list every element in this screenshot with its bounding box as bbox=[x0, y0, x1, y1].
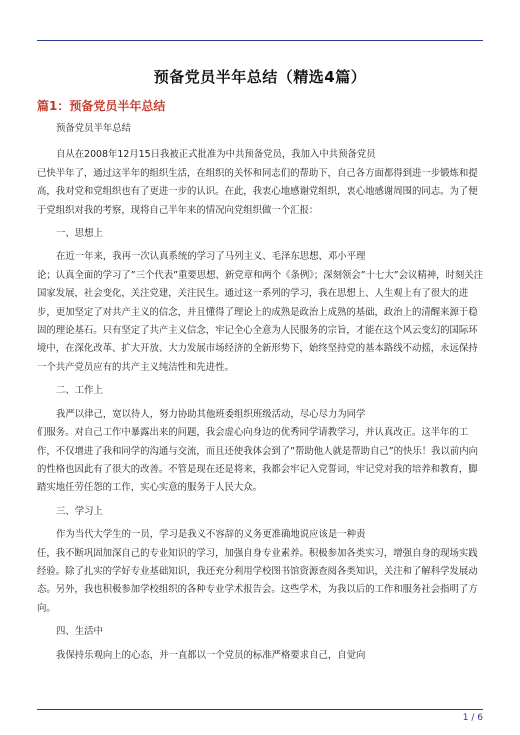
footer-rule bbox=[37, 709, 483, 710]
intro-first-line: 自从在2008年12月15日我被正式批准为中共预备党员，我加入中共预备党员 bbox=[56, 149, 376, 161]
life-first-line: 我保持乐观向上的心态，并一直都以一个党员的标准严格要求自己，自觉向 bbox=[56, 649, 366, 661]
section-heading-thought: 一、思想上 bbox=[56, 228, 103, 240]
thought-first-line: 在近一年来，我再一次认真系统的学习了马列主义、毛泽东思想、邓小平理 bbox=[56, 251, 366, 263]
section-heading-life: 四、生活中 bbox=[56, 626, 103, 638]
page-number: 1 / 6 bbox=[462, 713, 483, 723]
article-subtitle: 预备党员半年总结 bbox=[56, 123, 132, 134]
header-rule bbox=[37, 40, 483, 41]
study-first-line: 作为当代大学生的一员，学习是我义不容辞的义务更准确地说应该是一种责 bbox=[56, 529, 366, 541]
article-body bbox=[37, 120, 483, 665]
section-heading-study: 三、学习上 bbox=[56, 505, 103, 517]
work-paragraph: 们服务。对自己工作中暴露出来的问题，我会虚心向身边的优秀同学请教学习，并认真改正。这半年的工作，不仅增进了我和同学的沟通与交流，而且还使我体会到了”帮助他人就是帮助自己”的快乐！我以前内向的性格也因此有了很大的改善。不管是现在还是将来，我都会牢记入党誓词，牢记党对我的培养和教育，脚踏实地任劳任怨的工作，实心实意的服务于人民大众。 bbox=[37, 427, 478, 494]
document-title: 预备党员半年总结（精选4篇） bbox=[153, 68, 367, 86]
article-heading: 篇1：预备党员半年总结 bbox=[37, 99, 166, 113]
intro-paragraph: 已快半年了，通过这半年的组织生活，在组织的关怀和同志们的帮助下，自己各方面都得到进一步锻炼和提高，我对党和党组织也有了更进一步的认识。在此，我衷心地感谢党组织，衷心地感谢周围的同志。为了便于党组织对我的考察，现将自己半年来的情况向党组织做一个汇报： bbox=[37, 167, 478, 216]
thought-paragraph: 论；认真全面的学习了”三个代表”重要思想、新党章和两个《条例》；深刻领会”十七大”会议精神，时刻关注国家发展，社会变化，关注党建，关注民生。通过这一系列的学习，我在思想上、人生观上有了很大的进步，更加坚定了对共产主义的信念，并且懂得了理论上的成熟是政治上成熟的基础，政治上的清醒来源于稳固的理论基石。只有坚定了共产主义信念，牢记全心全意为人民服务的宗旨，才能在这个风云变幻的国际环境中，在深化改革、扩大开放、大力发展市场经济的全新形势下，始终坚持党的基本路线不动摇，永远保持一个共产党员应有的共产主义纯洁性和先进性。 bbox=[37, 269, 483, 373]
study-paragraph: 任，我不断巩固加深自己的专业知识的学习，加强自身专业素养。积极参加各类实习，增强自身的现场实践经验。除了扎实的学好专业基础知识，我还充分利用学校图书馆资源查阅各类知识，关注和了解科学发展动态。另外，我也积极参加学校组织的各种专业学术报告会。这些学术，为我以后的工作和服务社会指明了方向。 bbox=[37, 547, 478, 614]
section-heading-work: 二、工作上 bbox=[56, 385, 103, 397]
work-first-line: 我严以律己，宽以待人，努力协助其他班委组织班级活动，尽心尽力为同学 bbox=[56, 408, 366, 420]
